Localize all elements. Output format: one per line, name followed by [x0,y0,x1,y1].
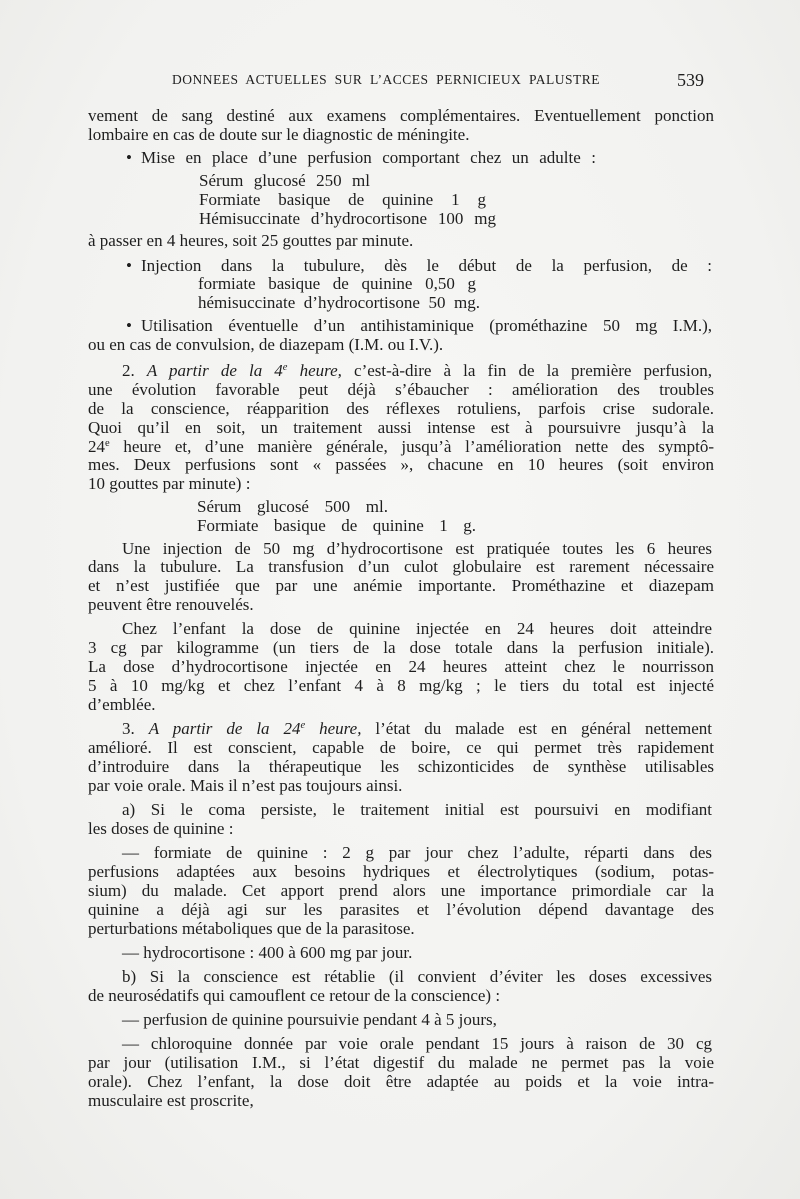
paragraph-line [88,437,714,457]
ordinal-superscript: e [105,438,110,450]
section-heading-italic: A partir de la 4 [146,361,283,380]
paragraph-line: amélioré. Il est conscient, capable de boire, ce qui permet très rapidement [88,738,714,757]
section-number: 2. [122,361,147,380]
subsection-a-line: a) Si le coma persiste, le traitement initial est poursuivi en modifiant [122,800,712,819]
line-text: heure et, d’une manière générale, jusqu’à l’amélioration nette des symptô- [109,437,714,456]
paragraph-line: et n’est justifiée que par une anémie importante. Prométhazine et diazepam [88,576,714,595]
prescription-item: Sérum glucosé 500 ml. [197,497,388,516]
paragraph-line: de la conscience, réapparition des réflexes rotuliens, parfois crise sudorale. [88,399,714,418]
dash-item-line: — hydrocortisone : 400 à 600 mg par jour. [122,943,413,962]
paragraph-line: les doses de quinine : [88,819,234,838]
subsection-b-line: b) Si la conscience est rétablie (il convient d’éviter les doses excessives [122,967,712,986]
paragraph-line: Une injection de 50 mg d’hydrocortisone est pratiquée toutes les 6 heures [122,539,712,558]
paragraph-line: vement de sang destiné aux examens complémentaires. Eventuellement ponction [88,106,714,125]
running-head-title: DONNEES ACTUELLES SUR L’ACCES PERNICIEUX PALUSTRE [172,72,600,87]
paragraph-line: sium) du malade. Cet apport prend alors une importance primordiale car la [88,881,714,900]
paragraph-line: perfusions adaptées aux besoins hydriques et électrolytiques (sodium, potas- [88,862,714,881]
paragraph-line: d’emblée. [88,695,156,714]
section-3-heading-line [122,719,712,739]
bullet-mark: • [126,316,132,335]
paragraph-line: dans la tubulure. La transfusion d’un culot globulaire est rarement nécessaire [88,557,714,576]
section-number: 3. [122,719,149,738]
ordinal-superscript: e [282,362,288,374]
paragraph-line: peuvent être renouvelés. [88,595,254,614]
paragraph-line: La dose d’hydrocortisone injectée en 24 heures atteint chez le nourrisson [88,657,714,676]
paragraph-line: 10 gouttes par minute) : [88,474,251,493]
paragraph-line: lombaire en cas de doute sur le diagnostic de méningite. [88,125,470,144]
paragraph-line: mes. Deux perfusions sont « passées », chacune en 10 heures (soit environ [88,455,714,474]
bullet-line: Mise en place d’une perfusion comportant chez un adulte : [141,148,596,167]
paragraph-line: à passer en 4 heures, soit 25 gouttes par minute. [88,231,414,250]
paragraph-line: quinine a déjà agi sur les parasites et l’évolution dépend davantage des [88,900,714,919]
paragraph-line: Chez l’enfant la dose de quinine injectée en 24 heures doit atteindre [122,619,712,638]
paragraph-line: par voie orale. Mais il n’est pas toujours ainsi. [88,776,403,795]
dash-item-line: — formiate de quinine : 2 g par jour chez l’adulte, réparti dans des [122,843,712,862]
prescription-item: Hémisuccinate d’hydrocortisone 100 mg [199,209,496,228]
section-heading-italic: heure, [305,719,362,738]
bullet-mark: • [126,148,132,167]
line-text: l’état du malade est en général nettement [361,719,713,738]
dash-item-line: — chloroquine donnée par voie orale pendant 15 jours à raison de 30 cg [122,1034,712,1053]
paragraph-line: 3 cg par kilogramme (un tiers de la dose totale dans la perfusion initiale). [88,638,714,657]
line-text: c’est-à-dire à la fin de la première perfusion, [341,361,713,380]
line-text: 24 [88,437,105,456]
prescription-item: Sérum glucosé 250 ml [199,171,370,190]
section-heading-italic: A partir de la 24 [148,719,301,738]
paragraph-line: perturbations métaboliques que de la parasitose. [88,919,415,938]
paragraph-line: une évolution favorable peut déjà s’ébaucher : amélioration des troubles [88,380,714,399]
section-2-heading-line [122,361,712,381]
bullet-line: Utilisation éventuelle d’un antihistaminique (prométhazine 50 mg I.M.), [141,316,712,335]
page-number: 539 [677,70,704,90]
paragraph-line: Quoi qu’il en soit, un traitement aussi intense est à poursuivre jusqu’à la [88,418,714,437]
ordinal-superscript: e [300,720,306,732]
prescription-item: hémisuccinate d’hydrocortisone 50 mg. [198,293,480,312]
dash-item-line: — perfusion de quinine poursuivie pendant 4 à 5 jours, [122,1010,497,1029]
paragraph-line: musculaire est proscrite, [88,1091,254,1110]
prescription-item: Formiate basique de quinine 1 g. [197,516,476,535]
bullet-mark: • [126,256,132,275]
section-heading-italic: heure, [287,361,342,380]
bullet-line: Injection dans la tubulure, dès le début de la perfusion, de : [141,256,712,275]
prescription-item: Formiate basique de quinine 1 g [199,190,486,209]
paragraph-line: ou en cas de convulsion, de diazepam (I.M. ou I.V.). [88,335,444,354]
paragraph-line: orale). Chez l’enfant, la dose doit être adaptée au poids et la voie intra- [88,1072,714,1091]
paragraph-line: d’introduire dans la thérapeutique les schizonticides de synthèse utilisables [88,757,714,776]
paragraph-line: par jour (utilisation I.M., si l’état digestif du malade ne permet pas la voie [88,1053,714,1072]
prescription-item: formiate basique de quinine 0,50 g [198,274,476,293]
paragraph-line: de neurosédatifs qui camouflent ce retour de la conscience) : [88,986,501,1005]
paragraph-line: 5 à 10 mg/kg et chez l’enfant 4 à 8 mg/kg ; le tiers du total est injecté [88,676,714,695]
